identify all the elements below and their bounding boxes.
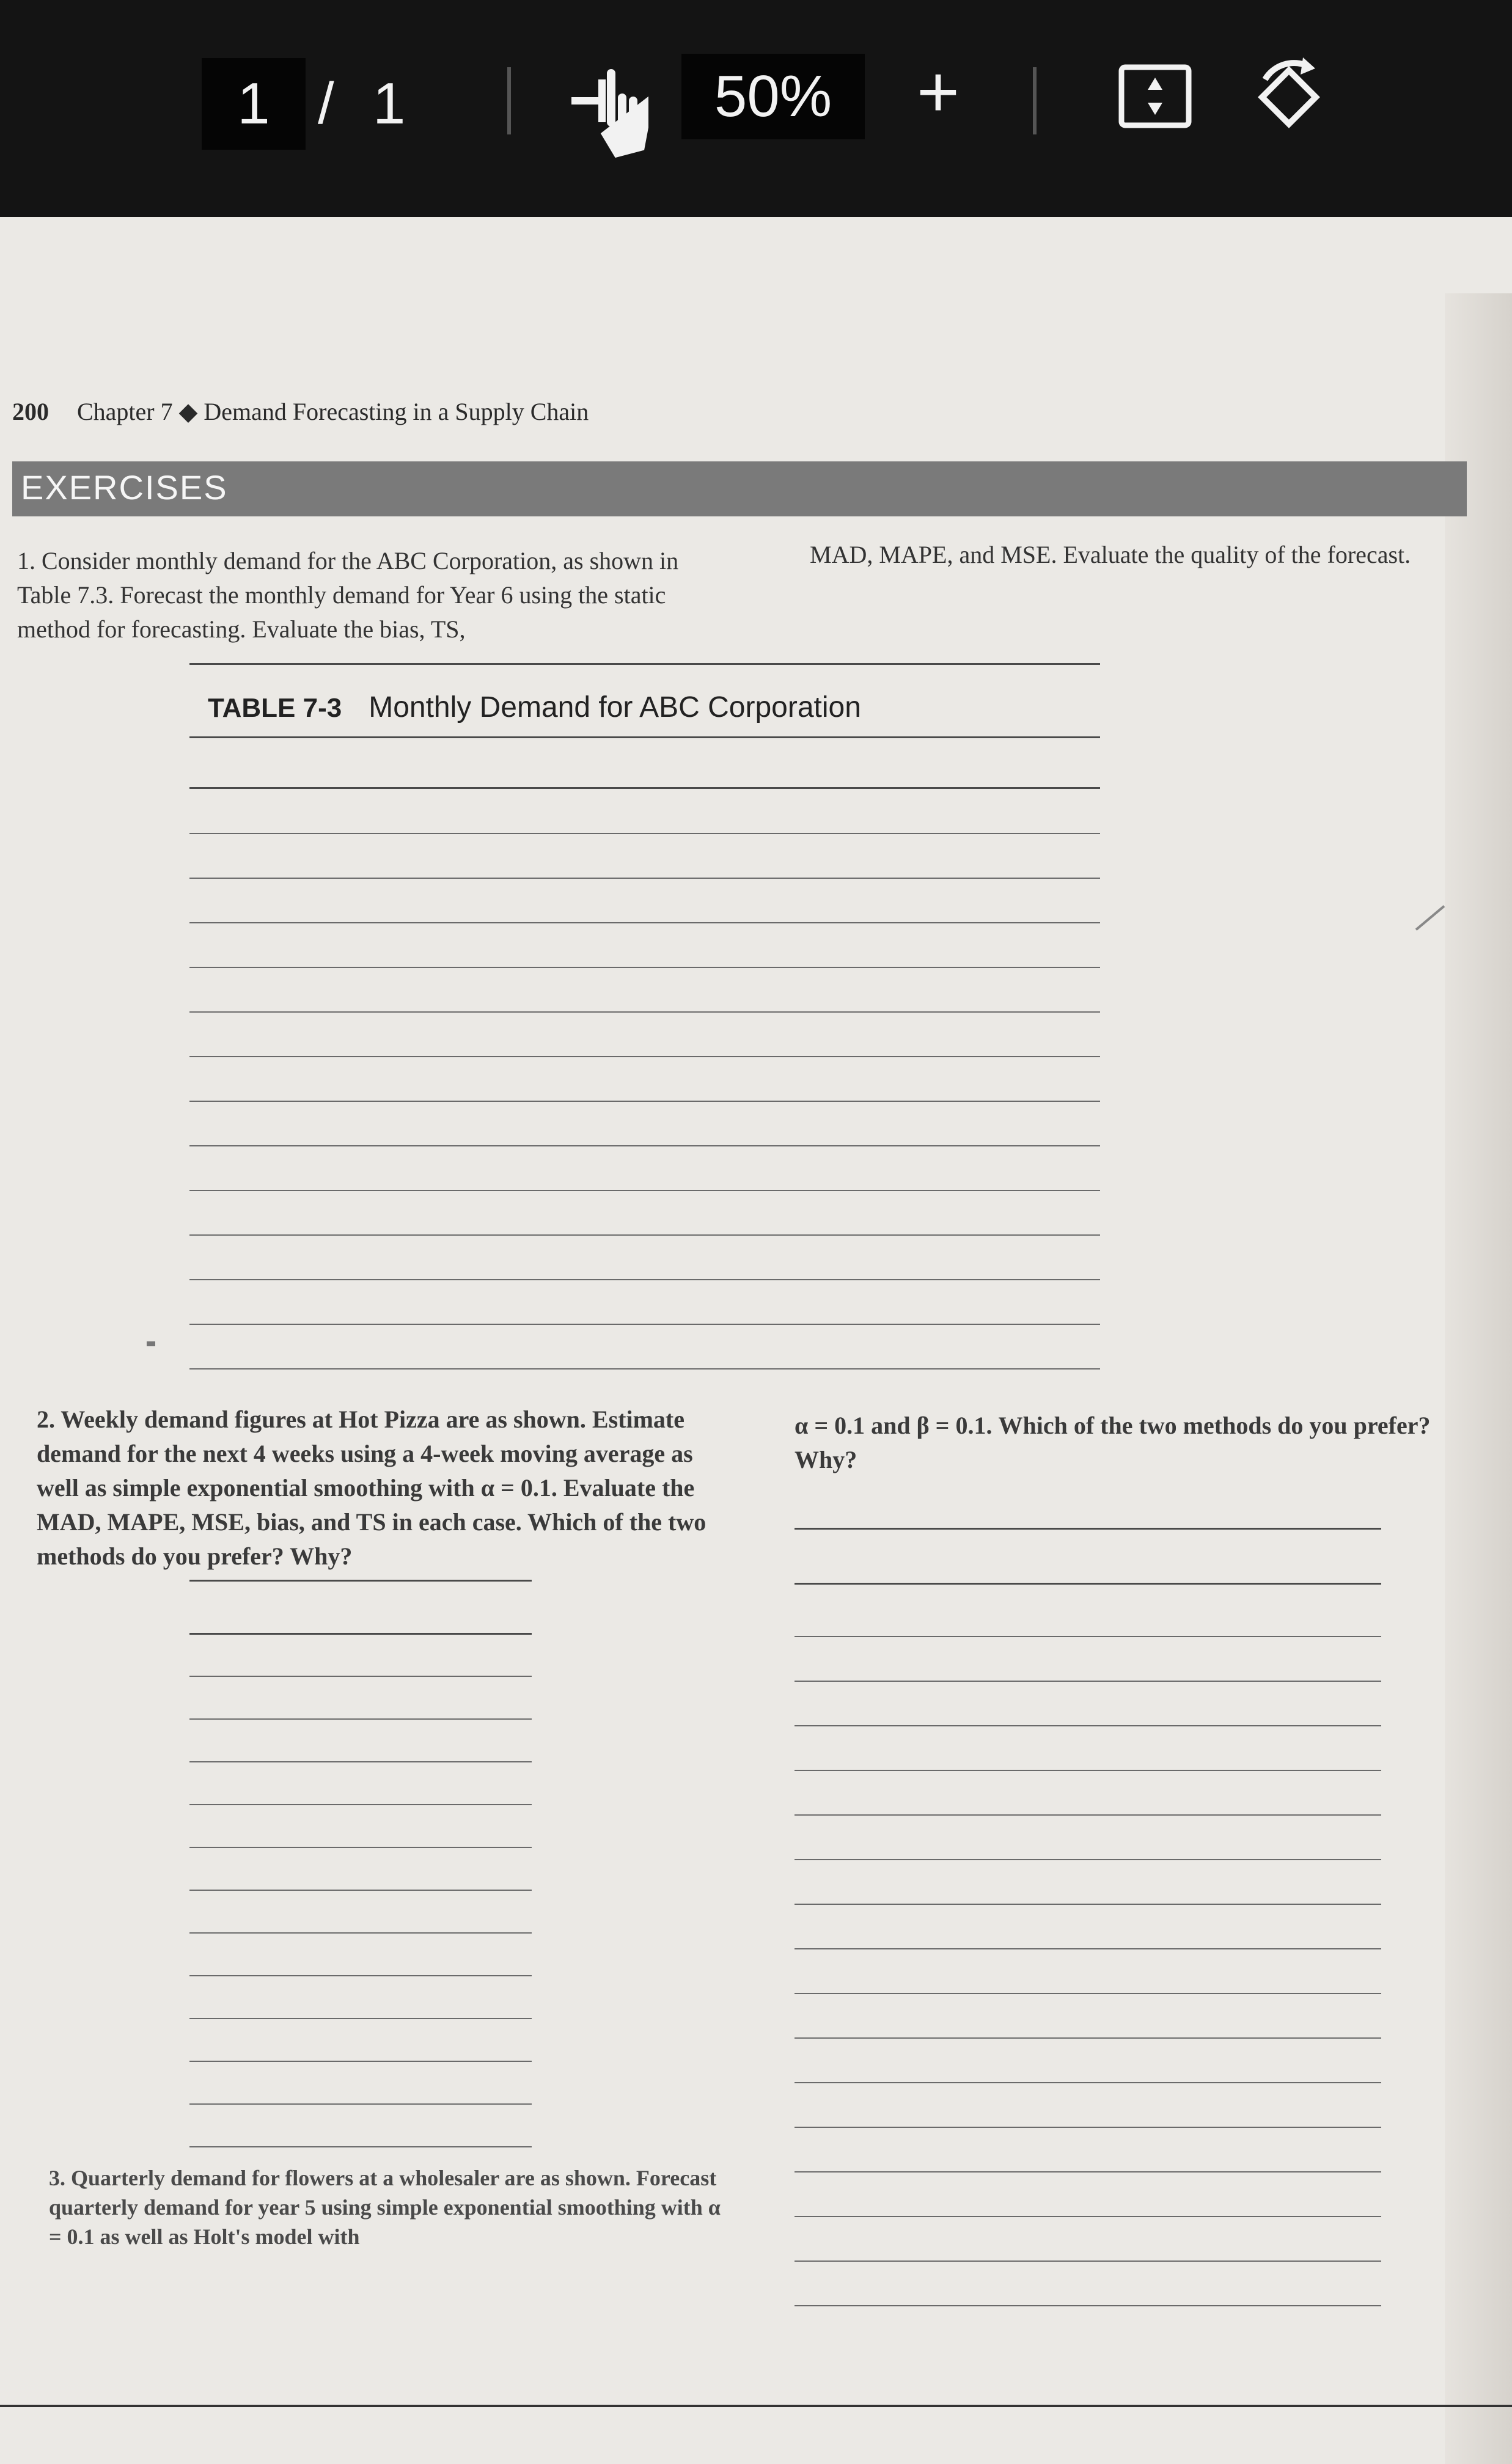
row-divider bbox=[795, 1859, 1381, 1860]
running-header bbox=[12, 397, 589, 426]
rotate-icon[interactable] bbox=[1247, 55, 1332, 141]
row-divider bbox=[189, 1234, 1100, 1236]
row-divider bbox=[795, 2216, 1381, 2217]
table-top-rule bbox=[189, 1580, 532, 1582]
row-divider bbox=[795, 1993, 1381, 1994]
row-divider bbox=[189, 1324, 1100, 1325]
page-number-input[interactable]: 1 bbox=[202, 58, 306, 150]
row-divider bbox=[189, 2018, 532, 2019]
row-divider bbox=[189, 2146, 532, 2147]
exercises-label: EXERCISES bbox=[21, 468, 228, 507]
row-divider bbox=[795, 1636, 1381, 1637]
row-divider bbox=[795, 2037, 1381, 2039]
header-rule bbox=[795, 1583, 1381, 1585]
page-bottom-edge bbox=[0, 2405, 1512, 2407]
fit-page-icon[interactable] bbox=[1118, 64, 1192, 128]
header-rule bbox=[189, 787, 1100, 789]
row-divider bbox=[189, 1056, 1100, 1057]
row-divider bbox=[795, 1681, 1381, 1682]
row-divider bbox=[795, 2305, 1381, 2306]
viewer-toolbar bbox=[0, 0, 1512, 217]
row-divider bbox=[189, 1890, 532, 1891]
table-top-rule bbox=[795, 1528, 1381, 1530]
hand-tool-icon[interactable] bbox=[568, 55, 660, 159]
row-divider bbox=[189, 967, 1100, 968]
header-rule bbox=[189, 1633, 532, 1635]
row-divider bbox=[795, 1725, 1381, 1726]
row-divider bbox=[189, 1975, 532, 1976]
row-divider bbox=[795, 1904, 1381, 1905]
margin-mark bbox=[147, 1341, 155, 1346]
row-divider bbox=[795, 2260, 1381, 2262]
question-2-text: 2. Weekly demand figures at Hot Pizza are as shown. Estimate demand for the next 4 weeks using a 4-week moving average as well as simple exponential smoothing with α = 0.1. Evaluate the MAD, MAPE, MSE, bias, and TS in each case. Which of the two methods do you prefer? Why? bbox=[37, 1406, 706, 1570]
table-top-rule bbox=[189, 663, 1100, 665]
row-divider bbox=[795, 2082, 1381, 2083]
question-3-text: 3. Quarterly demand for flowers at a wholesaler are as shown. Forecast quarterly demand for year 5 using simple exponential smoothing with α = 0.1 as well as Holt's model with bbox=[49, 2166, 721, 2249]
row-divider bbox=[189, 1145, 1100, 1146]
row-divider bbox=[189, 1847, 532, 1848]
table-caption-rule bbox=[189, 736, 1100, 738]
question-3-text-continued: α = 0.1 and β = 0.1. Which of the two methods do you prefer? Why? bbox=[795, 1412, 1431, 1473]
row-divider bbox=[189, 833, 1100, 834]
toolbar-divider bbox=[507, 67, 511, 134]
row-divider bbox=[795, 2127, 1381, 2128]
question-1-text: 1. Consider monthly demand for the ABC Corporation, as shown in Table 7.3. Forecast the monthly demand for Year 6 using the static method for forecasting. Evaluate the bias, TS, bbox=[17, 547, 679, 643]
chapter-title: Chapter 7 ◆ Demand Forecasting in a Supply Chain bbox=[77, 398, 589, 425]
page-shadow bbox=[1445, 293, 1512, 2464]
question-1-text-continued: MAD, MAPE, and MSE. Evaluate the quality of the forecast. bbox=[810, 541, 1411, 568]
row-divider bbox=[795, 1770, 1381, 1771]
row-divider bbox=[795, 2171, 1381, 2172]
page-number: 200 bbox=[12, 398, 49, 425]
page-total: 1 bbox=[373, 71, 406, 136]
row-divider bbox=[795, 1948, 1381, 1949]
row-divider bbox=[189, 1676, 532, 1677]
zoom-level[interactable]: 50% bbox=[681, 54, 865, 139]
row-divider bbox=[189, 878, 1100, 879]
row-divider bbox=[189, 1761, 532, 1762]
row-divider bbox=[189, 1101, 1100, 1102]
row-divider bbox=[189, 1718, 532, 1720]
table-caption: Monthly Demand for ABC Corporation bbox=[369, 691, 861, 724]
table-title bbox=[208, 691, 861, 724]
row-divider bbox=[189, 1011, 1100, 1013]
table-label: TABLE 7-3 bbox=[208, 693, 342, 723]
row-divider bbox=[795, 1814, 1381, 1816]
zoom-in-button[interactable]: + bbox=[917, 51, 960, 133]
row-divider bbox=[189, 1190, 1100, 1191]
row-divider bbox=[189, 1368, 1100, 1370]
page-separator: / bbox=[318, 71, 334, 136]
row-divider bbox=[189, 1932, 532, 1934]
toolbar-divider bbox=[1033, 67, 1037, 134]
row-divider bbox=[189, 1279, 1100, 1280]
row-divider bbox=[189, 2061, 532, 2062]
row-divider bbox=[189, 922, 1100, 923]
row-divider bbox=[189, 2103, 532, 2105]
exercises-banner bbox=[12, 461, 1467, 516]
row-divider bbox=[189, 1804, 532, 1805]
